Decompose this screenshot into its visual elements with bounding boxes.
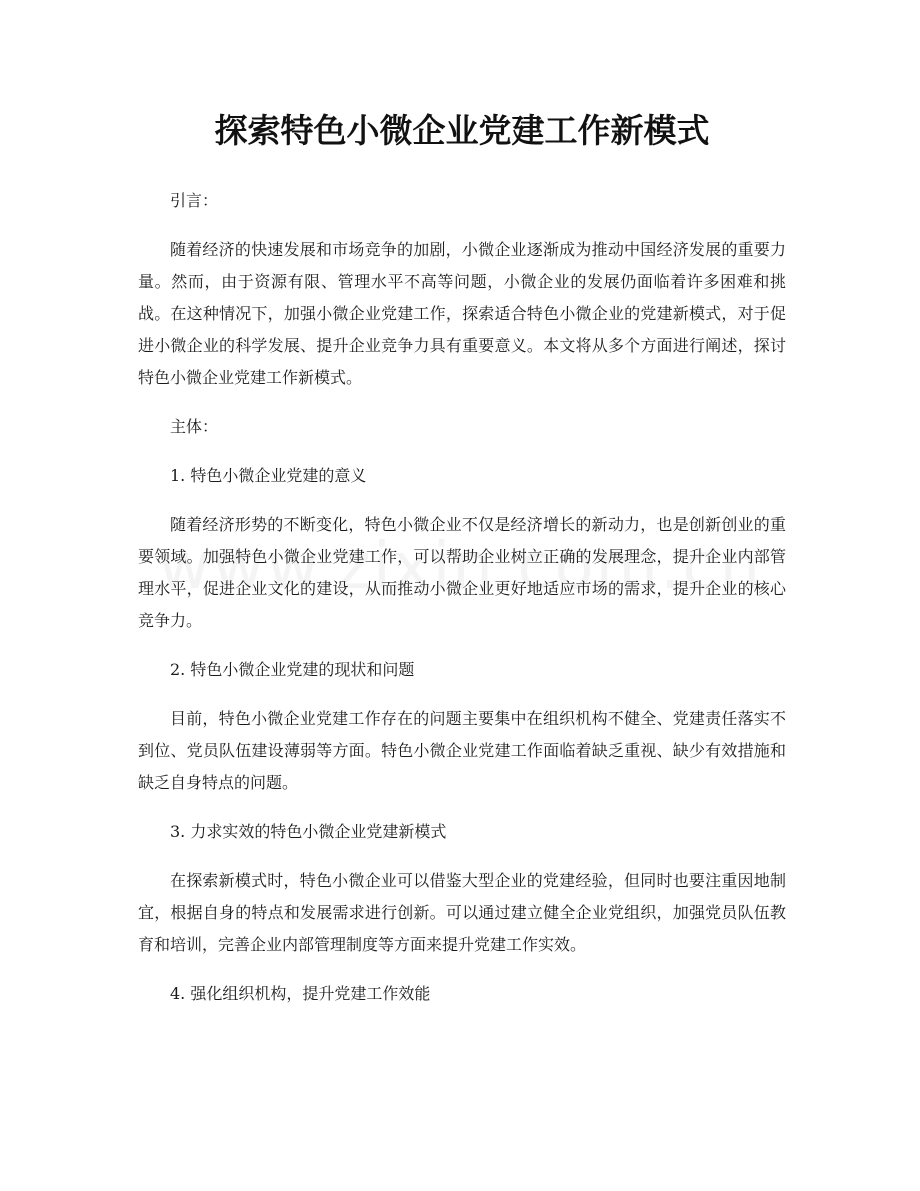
section-1-heading: 1. 特色小微企业党建的意义 [170,466,367,485]
section-2-heading: 2. 特色小微企业党建的现状和问题 [170,660,415,679]
intro-label: 引言： [170,191,219,210]
section-2-paragraph: 目前，特色小微企业党建工作存在的问题主要集中在组织机构不健全、党建责任落实不到位、党员队伍建设薄弱等方面。特色小微企业党建工作面临着缺乏重视、缺少有效措施和缺乏自身特点的问题。 [138,709,786,792]
intro-paragraph: 随着经济的快速发展和市场竞争的加剧，小微企业逐渐成为推动中国经济发展的重要力量。然而，由于资源有限、管理水平不高等问题，小微企业的发展仍面临着许多困难和挑战。在这种情况下，加强小微企业党建工作，探索适合特色小微企业的党建新模式，对于促进小微企业的科学发展、提升企业竞争力具有重要意义。本文将从多个方面进行阐述，探讨特色小微企业党建工作新模式。 [138,240,786,387]
section-3-heading: 3. 力求实效的特色小微企业党建新模式 [170,822,447,841]
section-4-heading: 4. 强化组织机构，提升党建工作效能 [170,984,431,1003]
document-title: 探索特色小微企业党建工作新模式 [214,111,710,150]
main-label: 主体： [170,417,219,436]
section-1-paragraph: 随着经济形势的不断变化，特色小微企业不仅是经济增长的新动力，也是创新创业的重要领域。加强特色小微企业党建工作，可以帮助企业树立正确的发展理念，提升企业内部管理水平，促进企业文化的建设，从而推动小微企业更好地适应市场的需求，提升企业的核心竞争力。 [138,515,786,630]
document-body [138,185,786,1027]
section-3-paragraph: 在探索新模式时，特色小微企业可以借鉴大型企业的党建经验，但同时也要注重因地制宜，根据自身的特点和发展需求进行创新。可以通过建立健全企业党组织，加强党员队伍教育和培训，完善企业内部管理制度等方面来提升党建工作实效。 [138,871,786,954]
